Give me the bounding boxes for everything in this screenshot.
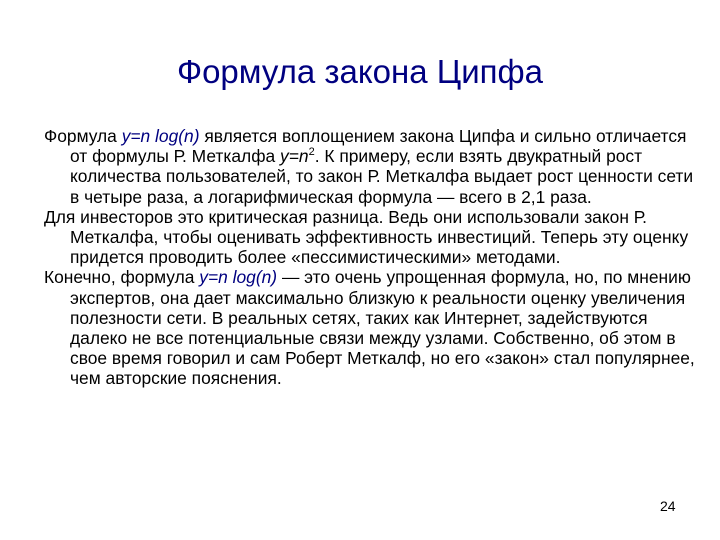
metcalfe-formula: y=n [280, 146, 309, 167]
paragraph-text: Конечно, формула [44, 267, 200, 288]
paragraph-text: — это очень упрощенная формула, но, по мнению экспертов, она дает максимально близкую к реальности оценку увеличения полезности сети. В реальных сетях, таких как Интернет, задействуются далеко не все потенциальные связи между узлами. Собственно, об этом в свое время говорил и сам Роберт Меткалф, но его «закон» стал популярнее, чем авторские пояснения. [70, 267, 695, 389]
paragraph-conclusion [44, 267, 704, 388]
paragraph-text: Формула [44, 126, 122, 146]
page-number: 24 [660, 498, 676, 514]
metcalfe-exponent: 2 [308, 146, 315, 159]
paragraph-text: . К примеру, если взять двукратный рост количества пользователей, то закон Р. Меткалфа выдает рост ценности сети в четыре раза, а логарифмическая формула — всего в 2,1 раза. [70, 146, 694, 207]
paragraph-zipf-formula [44, 126, 704, 207]
zipf-formula: y=n log(n) [121, 126, 200, 146]
zipf-formula: y=n log(n) [199, 267, 278, 288]
slide-title: Формула закона Ципфа [176, 53, 543, 90]
paragraph-investors: Для инвесторов это критическая разница. Ведь они использовали закон Р. Меткалфа, чтобы оценивать эффективность инвестиций. Теперь эту оценку придется проводить более «пессимистическими» методами. [44, 206, 689, 268]
body-text [44, 126, 704, 389]
paragraph-text: является воплощением закона Ципфа и сильно отличается от формулы Р. Меткалфа [70, 126, 687, 167]
